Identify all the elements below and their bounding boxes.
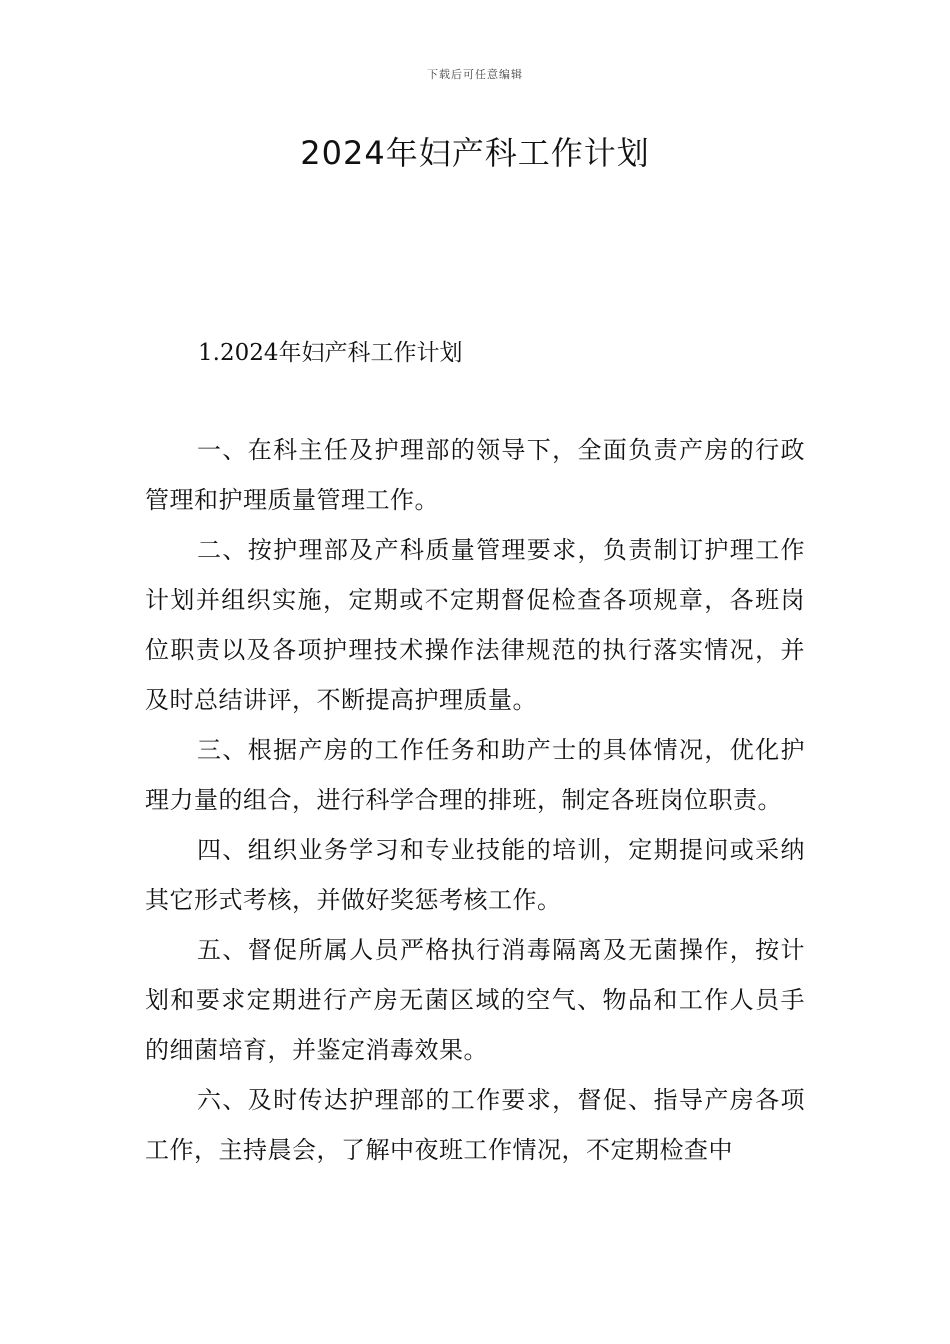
paragraph-4: 四、组织业务学习和专业技能的培训，定期提问或采纳其它形式考核，并做好奖惩考核工作。 (145, 836, 805, 914)
paragraph-5: 五、督促所属人员严格执行消毒隔离及无菌操作，按计划和要求定期进行产房无菌区域的空气、物品和工作人员手的细菌培育，并鉴定消毒效果。 (145, 936, 805, 1064)
paragraph-2: 二、按护理部及产科质量管理要求，负责制订护理工作计划并组织实施，定期或不定期督促检查各项规章，各班岗位职责以及各项护理技术操作法律规范的执行落实情况，并及时总结讲评，不断提高护理质量。 (145, 536, 805, 714)
section-heading: 1.2024年妇产科工作计划 (198, 340, 463, 366)
header-note: 下载后可任意编辑 (427, 68, 523, 81)
document-body (145, 425, 805, 1175)
paragraph-1: 一、在科主任及护理部的领导下，全面负责产房的行政管理和护理质量管理工作。 (145, 436, 805, 514)
paragraph-6: 六、及时传达护理部的工作要求，督促、指导产房各项工作，主持晨会，了解中夜班工作情况，不定期检查中 (145, 1086, 805, 1164)
document-title: 2024年妇产科工作计划 (300, 134, 650, 172)
paragraph-3: 三、根据产房的工作任务和助产士的具体情况，优化护理力量的组合，进行科学合理的排班，制定各班岗位职责。 (145, 736, 805, 814)
